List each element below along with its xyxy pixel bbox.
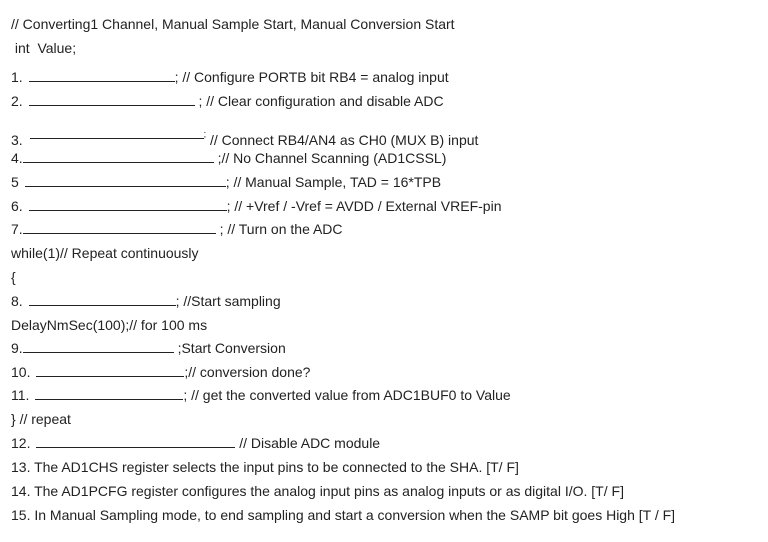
item-comment: ;// No Channel Scanning (AD1CSSL)	[213, 150, 447, 166]
item-comment: ; // Turn on the ADC	[215, 221, 343, 237]
item-comment: ; // get the converted value from ADC1BUF0 to Value	[183, 387, 511, 403]
answer-blank[interactable]	[29, 69, 175, 82]
close-brace-line: } // repeat	[11, 411, 71, 427]
blank-item-11	[11, 386, 511, 404]
answer-blank[interactable]	[30, 126, 204, 139]
answer-blank[interactable]	[29, 93, 195, 106]
blank-item-5	[11, 173, 441, 191]
answer-blank[interactable]	[35, 387, 183, 400]
blank-item-8	[11, 292, 281, 310]
value-declaration: int Value;	[11, 40, 77, 56]
blank-item-12	[11, 434, 380, 452]
item-number: 11.	[11, 387, 30, 403]
item-number: 9.	[11, 340, 23, 356]
blank-item-10	[11, 363, 310, 381]
blank-item-9	[11, 339, 286, 357]
header-comment: // Converting1 Channel, Manual Sample Start, Manual Conversion Start	[11, 16, 455, 32]
answer-blank[interactable]	[23, 221, 216, 234]
blank-item-3: 3. ; // Connect RB4/AN4 as CH0 (MUX B) input	[11, 125, 478, 143]
item-comment: ;Start Conversion	[173, 340, 286, 356]
item-number: 12.	[11, 435, 31, 451]
item-comment: // Connect RB4/AN4 as CH0 (MUX B) input	[206, 132, 479, 148]
item-number: 1.	[11, 69, 23, 85]
item-comment: ; // Configure PORTB bit RB4 = analog input	[174, 69, 449, 85]
open-brace: {	[11, 269, 16, 285]
answer-blank[interactable]	[36, 435, 235, 448]
item-number: 6.	[11, 198, 23, 214]
answer-blank[interactable]	[25, 174, 226, 187]
delay-line: DelayNmSec(100);// for 100 ms	[11, 317, 208, 333]
item-comment: ;// conversion done?	[184, 364, 311, 380]
item-number: 8.	[11, 293, 23, 309]
item-number: 5	[11, 174, 19, 190]
answer-blank[interactable]	[29, 293, 176, 306]
item-number: 7.	[11, 221, 23, 237]
item-comment: // Disable ADC module	[235, 435, 381, 451]
item-comment: ; // +Vref / -Vref = AVDD / External VREF-pin	[226, 198, 502, 214]
item-number: 10.	[11, 364, 31, 380]
answer-blank[interactable]	[29, 198, 227, 211]
item-comment: ; // Manual Sample, TAD = 16*TPB	[225, 174, 442, 190]
blank-item-6	[11, 197, 502, 215]
answer-blank[interactable]	[36, 364, 184, 377]
item-number: 4.	[11, 150, 23, 166]
question-14: 14. The AD1PCFG register configures the analog input pins as analog inputs or as digital I/O. [T/ F]	[11, 483, 624, 499]
blank-item-7	[11, 220, 343, 238]
item-comment: ; //Start sampling	[175, 293, 281, 309]
question-13: 13. The AD1CHS register selects the input pins to be connected to the SHA. [T/ F]	[11, 459, 519, 475]
while-loop-line: while(1)// Repeat continuously	[11, 245, 199, 261]
item-comment: ; // Clear configuration and disable ADC	[194, 93, 444, 109]
blank-item-1	[11, 68, 449, 86]
blank-item-4	[11, 149, 446, 167]
answer-blank[interactable]	[23, 150, 214, 163]
blank-item-2	[11, 92, 444, 110]
answer-blank[interactable]	[23, 340, 174, 353]
question-15: 15. In Manual Sampling mode, to end sampling and start a conversion when the SAMP bit goes High [T / F]	[11, 507, 676, 523]
item-number: 2.	[11, 93, 23, 109]
item-number: 3.	[11, 132, 23, 148]
